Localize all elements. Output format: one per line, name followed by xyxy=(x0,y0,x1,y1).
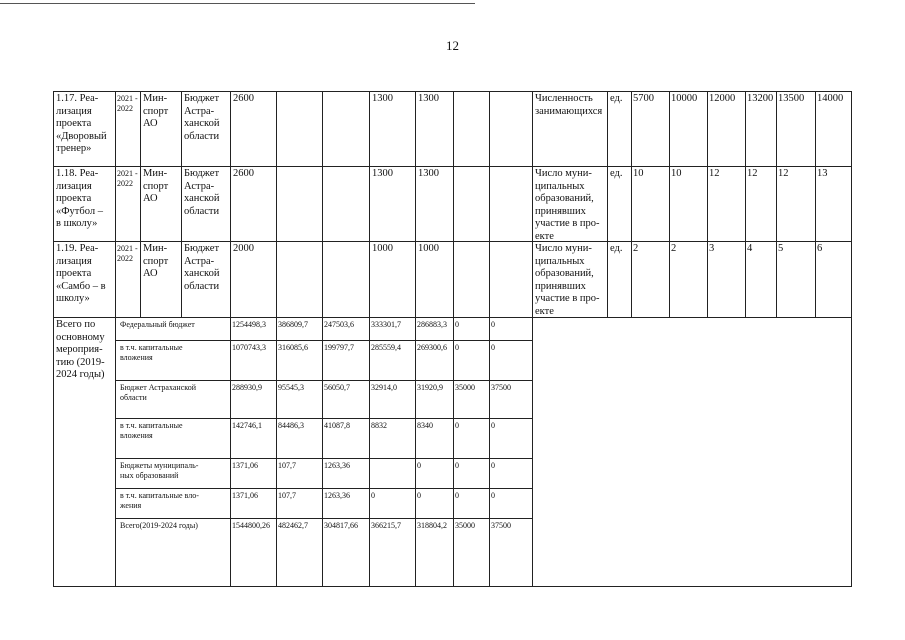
summary-value: 35000 xyxy=(455,383,475,392)
funding-source: Бюджет Астра- ханской области xyxy=(184,243,220,292)
grid-line xyxy=(53,241,852,242)
budget-value: 1000 xyxy=(372,243,393,254)
indicator-name: Число муни- ципальных образований, принявших участие в про- екте xyxy=(535,243,600,317)
grid-line xyxy=(53,317,852,318)
grid-line xyxy=(115,458,532,459)
summary-value: 1254498,3 xyxy=(232,320,266,329)
top-rule xyxy=(0,3,475,4)
project-years: 2021 - 2022 xyxy=(117,169,138,188)
summary-value: 199797,7 xyxy=(324,343,354,352)
grid-line xyxy=(140,91,141,317)
target-value: 12 xyxy=(778,168,789,179)
summary-value: 8340 xyxy=(417,421,433,430)
target-value: 5 xyxy=(778,243,784,254)
target-value: 12000 xyxy=(709,93,736,104)
summary-value: 333301,7 xyxy=(371,320,401,329)
budget-value: 2000 xyxy=(233,243,254,254)
summary-value: 56050,7 xyxy=(324,383,350,392)
summary-value: 84486,3 xyxy=(278,421,304,430)
summary-value: 31920,9 xyxy=(417,383,443,392)
summary-value: 0 xyxy=(455,320,459,329)
funding-source: Бюджет Астра- ханской области xyxy=(184,93,220,142)
grid-line xyxy=(607,91,608,317)
target-value: 12 xyxy=(709,168,720,179)
grid-line xyxy=(669,91,670,317)
summary-value: 41087,8 xyxy=(324,421,350,430)
target-value: 3 xyxy=(709,243,715,254)
summary-value: 37500 xyxy=(491,383,511,392)
grid-line xyxy=(115,340,532,341)
summary-value: 35000 xyxy=(455,521,475,530)
funding-source: Бюджет Астра- ханской области xyxy=(184,168,220,217)
budget-value: 1300 xyxy=(372,93,393,104)
project-name: 1.18. Реа- лизация проекта «Футбол – в школу» xyxy=(56,168,103,229)
summary-value: 285559,4 xyxy=(371,343,401,352)
grid-line xyxy=(53,166,852,167)
summary-value: 366215,7 xyxy=(371,521,401,530)
budget-value: 1300 xyxy=(418,168,439,179)
summary-value: 0 xyxy=(491,461,495,470)
project-executor: Мин- спорт АО xyxy=(143,168,169,204)
project-name: 1.17. Реа- лизация проекта «Дворовый тренер» xyxy=(56,93,107,154)
project-years: 2021 - 2022 xyxy=(117,244,138,263)
budget-value: 1000 xyxy=(418,243,439,254)
grid-line xyxy=(115,518,532,519)
indicator-unit: ед. xyxy=(610,168,623,179)
summary-value: 0 xyxy=(417,461,421,470)
target-value: 12 xyxy=(747,168,758,179)
summary-source: в т.ч. капитальные вло- жения xyxy=(120,491,199,510)
budget-value: 1300 xyxy=(372,168,393,179)
target-value: 2 xyxy=(671,243,677,254)
summary-value: 107,7 xyxy=(278,491,296,500)
target-value: 2 xyxy=(633,243,639,254)
target-value: 13 xyxy=(817,168,828,179)
summary-value: 304817,66 xyxy=(324,521,358,530)
summary-value: 0 xyxy=(455,491,459,500)
grid-line xyxy=(115,418,532,419)
summary-value: 1263,36 xyxy=(324,461,350,470)
summary-value: 0 xyxy=(491,343,495,352)
summary-value: 0 xyxy=(417,491,421,500)
summary-value: 386809,7 xyxy=(278,320,308,329)
summary-value: 0 xyxy=(455,461,459,470)
project-executor: Мин- спорт АО xyxy=(143,93,169,129)
target-value: 10 xyxy=(671,168,682,179)
summary-value: 0 xyxy=(371,491,375,500)
summary-value: 37500 xyxy=(491,521,511,530)
grid-line xyxy=(707,91,708,317)
summary-value: 1070743,3 xyxy=(232,343,266,352)
indicator-unit: ед. xyxy=(610,93,623,104)
summary-value: 247503,6 xyxy=(324,320,354,329)
grid-line xyxy=(115,380,532,381)
summary-value: 95545,3 xyxy=(278,383,304,392)
summary-value: 0 xyxy=(455,421,459,430)
summary-value: 0 xyxy=(491,320,495,329)
summary-value: 269300,6 xyxy=(417,343,447,352)
summary-value: 0 xyxy=(491,491,495,500)
summary-label: Всего по основному мероприя- тию (2019- 2024 годы) xyxy=(56,319,105,380)
target-value: 13200 xyxy=(747,93,774,104)
project-executor: Мин- спорт АО xyxy=(143,243,169,279)
target-value: 13500 xyxy=(778,93,805,104)
project-years: 2021 - 2022 xyxy=(117,94,138,113)
indicator-unit: ед. xyxy=(610,243,623,254)
grid-line xyxy=(181,91,182,317)
summary-value: 0 xyxy=(455,343,459,352)
budget-value: 2600 xyxy=(233,168,254,179)
budget-value: 2600 xyxy=(233,93,254,104)
summary-value: 286883,3 xyxy=(417,320,447,329)
summary-value: 8832 xyxy=(371,421,387,430)
summary-value: 107,7 xyxy=(278,461,296,470)
summary-value: 32914,0 xyxy=(371,383,397,392)
page-number: 12 xyxy=(446,38,459,53)
summary-value: 1263,36 xyxy=(324,491,350,500)
target-value: 10 xyxy=(633,168,644,179)
summary-value: 318804,2 xyxy=(417,521,447,530)
summary-value: 316085,6 xyxy=(278,343,308,352)
grid-line xyxy=(631,91,632,317)
summary-value: 1371,06 xyxy=(232,461,258,470)
summary-source: в т.ч. капитальные вложения xyxy=(120,343,183,362)
summary-source: Бюджет Астраханской области xyxy=(120,383,197,402)
indicator-name: Число муни- ципальных образований, принявших участие в про- екте xyxy=(535,168,600,242)
grid-line xyxy=(115,488,532,489)
grid-line xyxy=(815,91,816,317)
summary-value: 0 xyxy=(491,421,495,430)
project-name: 1.19. Реа- лизация проекта «Самбо – в школу» xyxy=(56,243,106,304)
target-value: 5700 xyxy=(633,93,654,104)
summary-source: Всего(2019-2024 годы) xyxy=(120,521,198,530)
target-value: 6 xyxy=(817,243,823,254)
grid-line xyxy=(745,91,746,317)
summary-value: 482462,7 xyxy=(278,521,308,530)
summary-value: 1371,06 xyxy=(232,491,258,500)
target-value: 14000 xyxy=(817,93,844,104)
summary-source: Бюджеты муниципаль- ных образований xyxy=(120,461,199,480)
grid-line xyxy=(776,91,777,317)
target-value: 4 xyxy=(747,243,753,254)
indicator-name: Численность занимающихся xyxy=(535,93,603,117)
summary-source: Федеральный бюджет xyxy=(120,320,195,329)
summary-value: 288930,9 xyxy=(232,383,262,392)
budget-value: 1300 xyxy=(418,93,439,104)
summary-source: в т.ч. капитальные вложения xyxy=(120,421,183,440)
target-value: 10000 xyxy=(671,93,698,104)
summary-value: 142746,1 xyxy=(232,421,262,430)
summary-value: 1544800,26 xyxy=(232,521,270,530)
